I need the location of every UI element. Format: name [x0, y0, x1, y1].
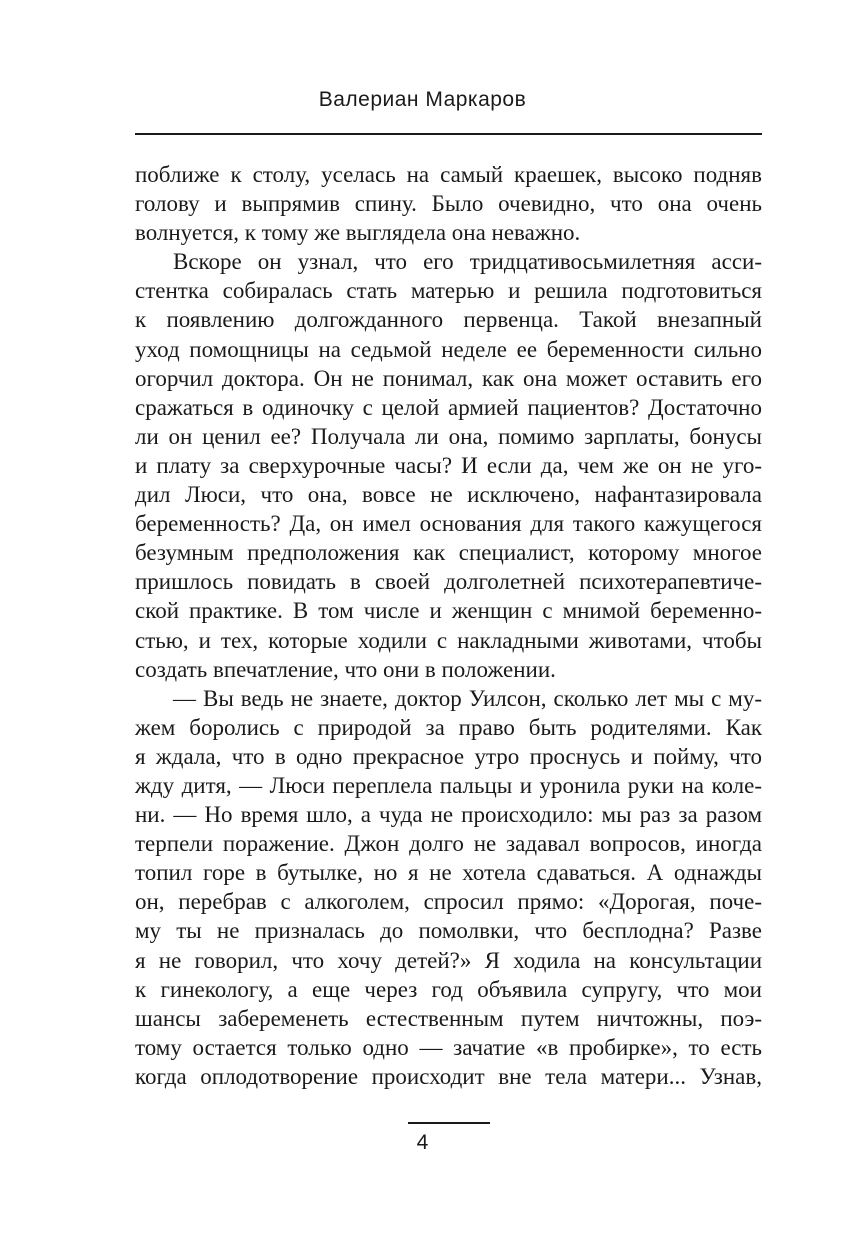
text-line: волнуется, к тому же выглядела она неважно. — [135, 220, 581, 246]
text-line: безумным предположения как специалист, которому многое — [135, 540, 762, 566]
header-rule — [135, 133, 762, 135]
text-line: поближе к столу, уселась на самый краешек, высоко подняв — [135, 162, 762, 187]
running-head-author: Валериан Маркаров — [318, 88, 527, 111]
text-line: ли он ценил ее? Получала ли она, помимо зарплаты, бонусы — [135, 423, 762, 449]
text-line: огорчил доктора. Он не понимал, как она может оставить его — [135, 365, 762, 391]
text-line: голову и выпрямив спину. Было очевидно, что она очень — [135, 191, 762, 217]
text-line: пришлось повидать в своей долголетней психотерапевтиче- — [135, 569, 762, 595]
text-line: он, перебрав с алкоголем, спросил прямо: «Дорогая, поче- — [135, 889, 762, 915]
body-text — [135, 160, 762, 1091]
text-line: и плату за сверхурочные часы? И если да, чем же он не уго- — [135, 452, 762, 478]
text-line: создать впечатление, что они в положении. — [135, 656, 556, 682]
text-line: беременность? Да, он имел основания для такого кажущегося — [135, 511, 762, 537]
text-line: дил Люси, что она, вовсе не исключено, нафантазировала — [135, 482, 762, 508]
text-line: терпели поражение. Джон долго не задавал вопросов, иногда — [135, 831, 762, 857]
text-line: Вскоре он узнал, что его тридцативосьмилетняя асси- — [173, 249, 762, 275]
footer-rule — [408, 1122, 490, 1124]
text-line: топил горе в бутылке, но я не хотела сдаваться. А однажды — [135, 860, 762, 886]
text-line: уход помощницы на седьмой неделе ее беременности сильно — [135, 336, 762, 362]
text-line: к появлению долгожданного первенца. Такой внезапный — [135, 307, 762, 333]
text-line: жем боролись с природой за право быть родителями. Как — [135, 714, 762, 740]
text-line: жду дитя, — Люси переплела пальцы и уронила руки на коле- — [135, 772, 762, 798]
text-line: стентка собиралась стать матерью и решила подготовиться — [135, 278, 762, 304]
text-line: сражаться в одиночку с целой армией пациентов? Достаточно — [135, 394, 762, 420]
text-line: ни. — Но время шло, а чуда не происходило: мы раз за разом — [135, 802, 762, 828]
page-number: 4 — [416, 1131, 429, 1154]
text-line: тому остается только одно — зачатие «в пробирке», то есть — [135, 1034, 762, 1060]
text-line: когда оплодотворение происходит вне тела матери... Узнав, — [135, 1063, 762, 1089]
text-line: я не говорил, что хочу детей?» Я ходила на консультации — [135, 947, 762, 973]
text-line: ской практике. В том числе и женщин с мнимой беременно- — [135, 598, 762, 624]
text-line: к гинекологу, а еще через год объявила супругу, что мои — [135, 976, 762, 1002]
text-line: му ты не призналась до помолвки, что бесплодна? Разве — [135, 918, 762, 944]
text-line: стью, и тех, которые ходили с накладными животами, чтобы — [135, 627, 762, 653]
text-line: я ждала, что в одно прекрасное утро проснусь и пойму, что — [135, 743, 762, 769]
text-line: — Вы ведь не знаете, доктор Уилсон, сколько лет мы с му- — [173, 685, 762, 711]
text-line: шансы забеременеть естественным путем ничтожны, поэ- — [135, 1005, 762, 1031]
